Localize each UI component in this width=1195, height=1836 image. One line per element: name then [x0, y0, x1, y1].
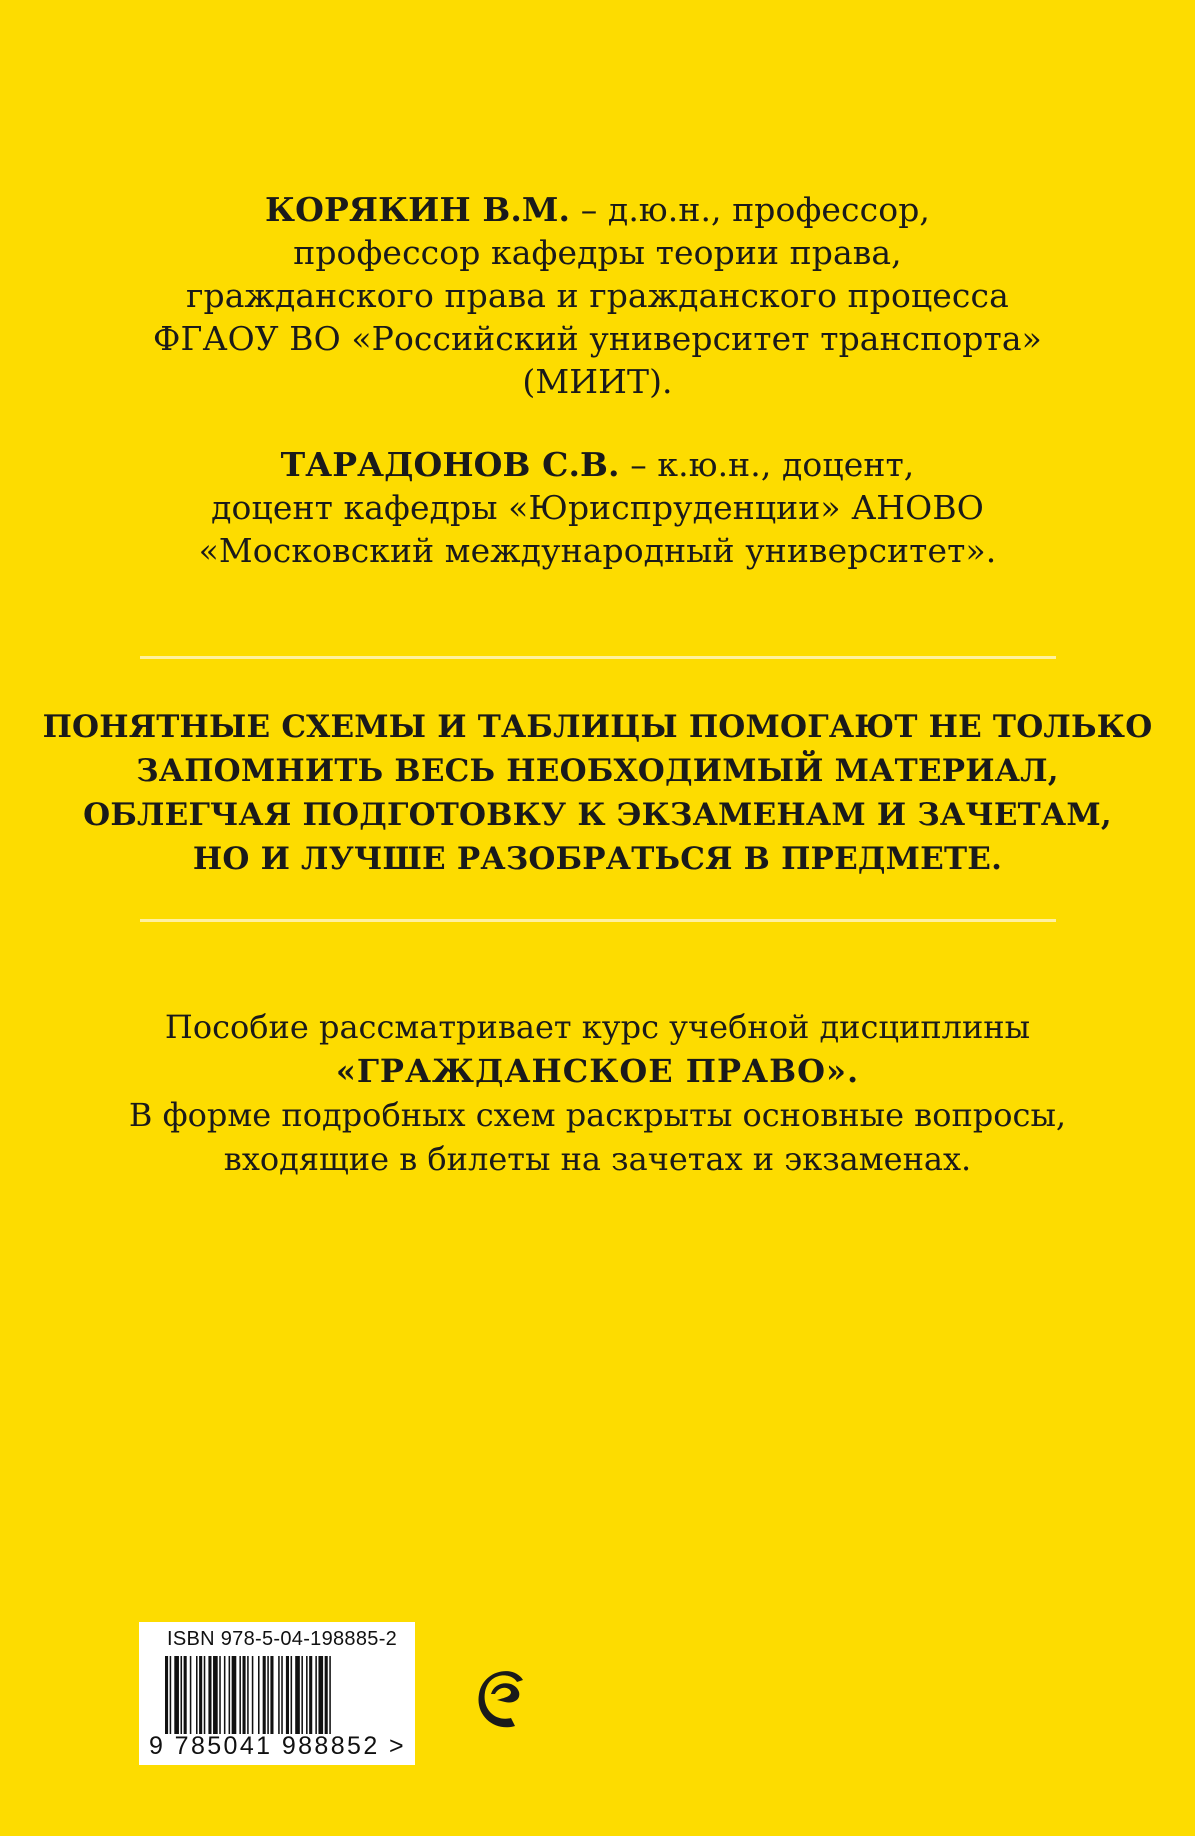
barcode-digits: 9 785041 988852 > — [149, 1732, 406, 1760]
author-affiliation-line: (МИИТ). — [522, 362, 673, 401]
author-credentials: – д.ю.н., профессор, — [570, 190, 931, 229]
tagline-line: ОБЛЕГЧАЯ ПОДГОТОВКУ К ЭКЗАМЕНАМ И ЗАЧЕТАМ, — [83, 797, 1112, 833]
author-credentials: – к.ю.н., доцент, — [619, 445, 915, 484]
author-koryakin — [0, 188, 1195, 403]
tagline-line: ЗАПОМНИТЬ ВЕСЬ НЕОБХОДИМЫЙ МАТЕРИАЛ, — [136, 753, 1059, 789]
publisher-logo-icon — [477, 1664, 527, 1730]
isbn-barcode-box — [139, 1622, 415, 1765]
author-position-line: профессор кафедры теории права, — [293, 233, 902, 272]
author-affiliation-line: «Московский международный университет». — [198, 531, 997, 570]
tagline-line: ПОНЯТНЫЕ СХЕМЫ И ТАБЛИЦЫ ПОМОГАЮТ НЕ ТОЛЬКО — [42, 709, 1153, 745]
description-subject: «ГРАЖДАНСКОЕ ПРАВО». — [335, 1052, 860, 1090]
description-line: входящие в билеты на зачетах и экзаменах. — [223, 1140, 972, 1178]
description-line: Пособие рассматривает курс учебной дисциплины — [164, 1008, 1031, 1046]
author-heading-line — [0, 443, 1195, 486]
divider-top — [140, 656, 1056, 659]
author-name: ТАРАДОНОВ С.В. — [280, 445, 620, 484]
barcode-icon — [165, 1656, 389, 1734]
description-line: В форме подробных схем раскрыты основные вопросы, — [128, 1096, 1067, 1134]
isbn-label: ISBN 978-5-04-198885-2 — [167, 1628, 398, 1650]
divider-bottom — [140, 919, 1056, 922]
author-position-line: гражданского права и гражданского процесса — [186, 276, 1009, 315]
tagline-line: НО И ЛУЧШЕ РАЗОБРАТЬСЯ В ПРЕДМЕТЕ. — [192, 841, 1003, 877]
author-position-line: доцент кафедры «Юриспруденции» АНОВО — [211, 488, 984, 527]
author-heading-line — [0, 188, 1195, 231]
author-name: КОРЯКИН В.М. — [264, 190, 571, 229]
description — [0, 1005, 1195, 1181]
authors-section — [0, 188, 1195, 612]
author-taradonov — [0, 443, 1195, 572]
tagline — [0, 705, 1195, 881]
author-affiliation-line: ФГАОУ ВО «Российский университет транспорта» — [153, 319, 1042, 358]
